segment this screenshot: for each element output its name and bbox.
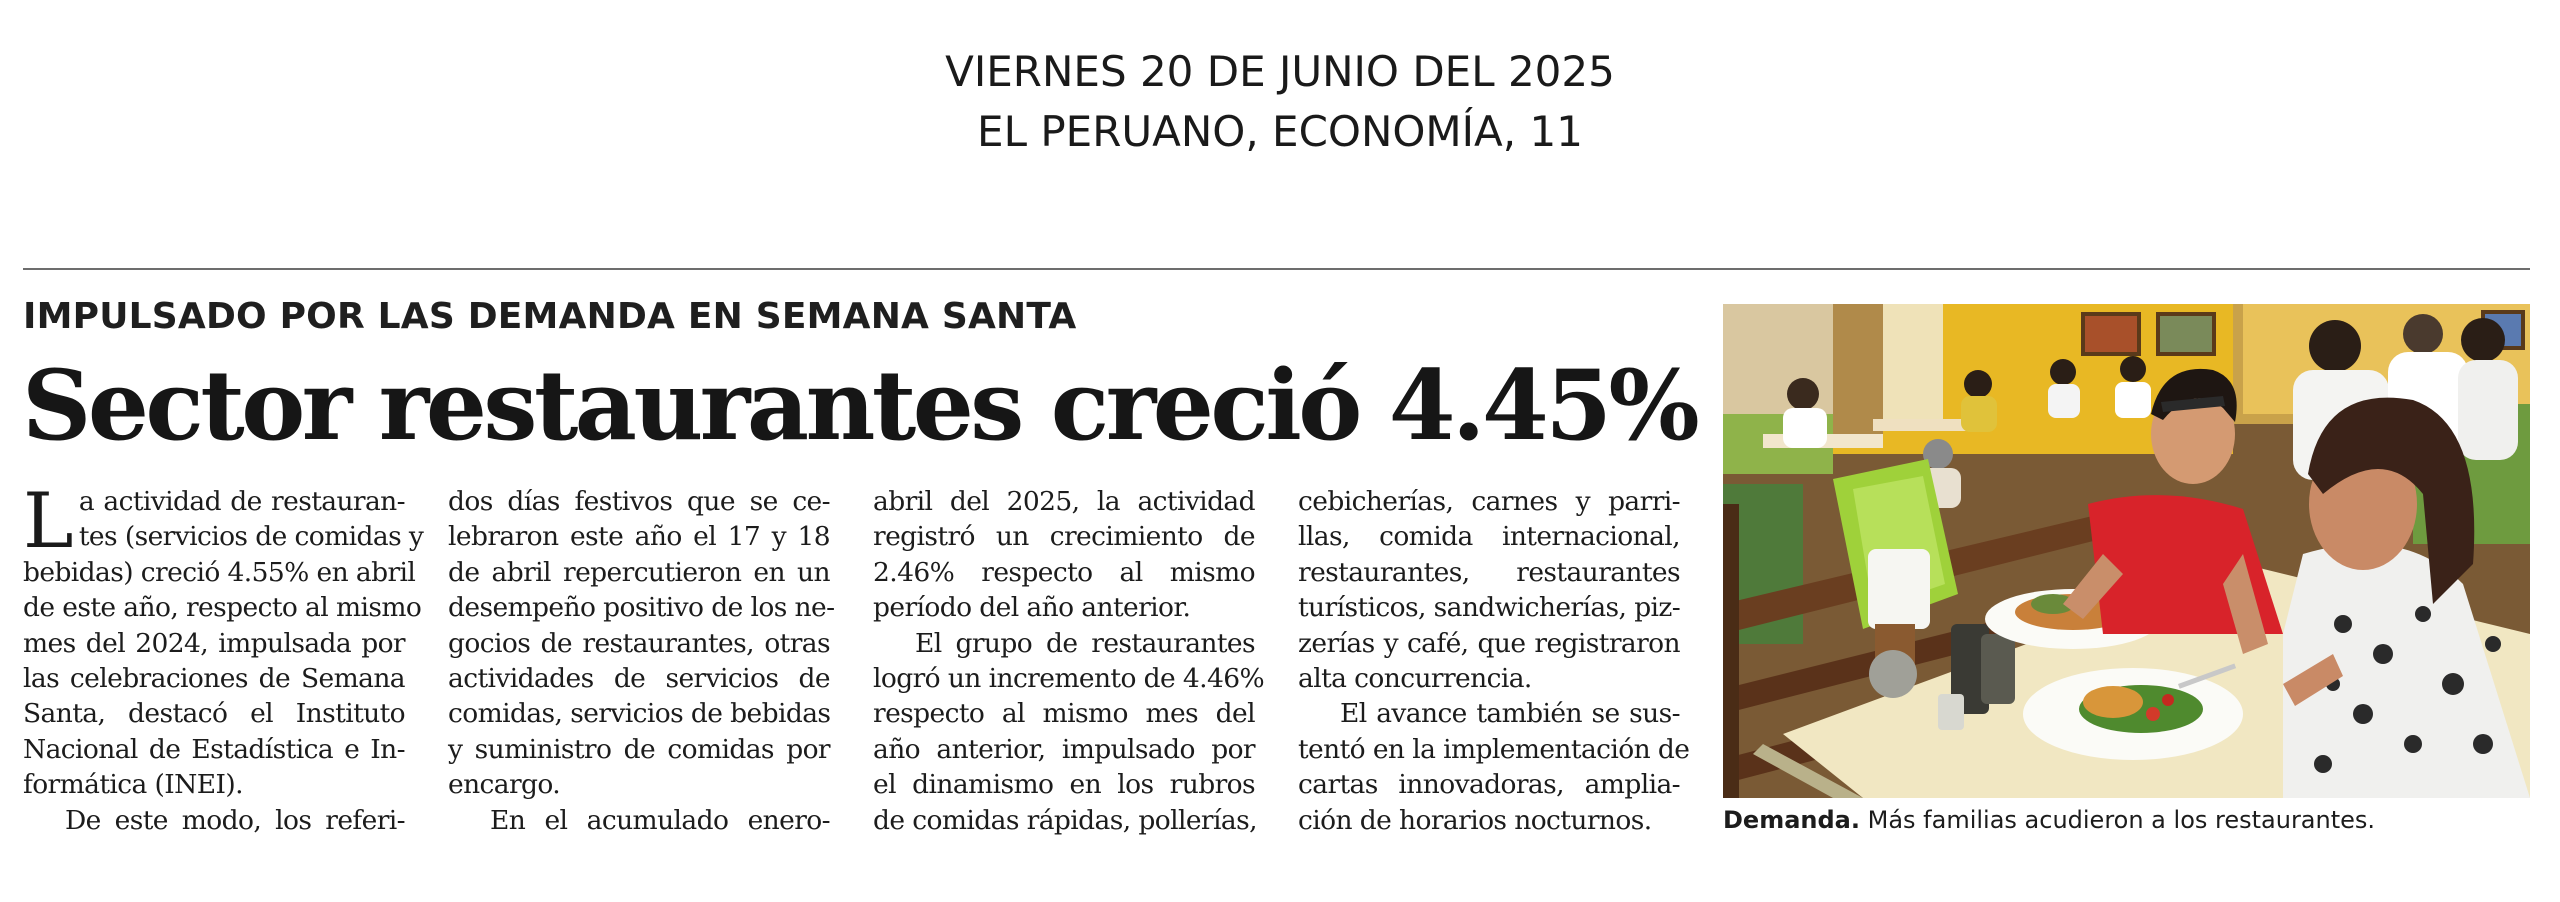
body-line: de abril repercutieron en un	[448, 556, 830, 588]
body-line: 2.46% respecto al mismo	[873, 556, 1255, 588]
body-line: comidas, servicios de bebidas	[448, 698, 831, 730]
body-line: de este año, respecto al mismo	[23, 592, 422, 624]
caption-label: Demanda.	[1723, 806, 1860, 834]
restaurant-scene-illustration	[1723, 304, 2530, 798]
body-column-2	[448, 484, 835, 838]
body-line: año anterior, impulsado por	[873, 733, 1255, 765]
body-line: bebidas) creció 4.55% en abril	[23, 556, 416, 588]
body-line: logró un incremento de 4.46%	[873, 663, 1265, 695]
body-line: restaurantes, restaurantes	[1298, 556, 1680, 588]
article-kicker: IMPULSADO POR LAS DEMANDA EN SEMANA SANTA	[23, 296, 1077, 337]
body-line: En el acumulado enero-	[490, 804, 830, 836]
body-line: Nacional de Estadística e In-	[23, 733, 405, 765]
body-line: respecto al mismo mes del	[873, 698, 1255, 730]
body-line: el dinamismo en los rubros	[873, 769, 1255, 801]
body-line: zerías y café, que registraron	[1298, 627, 1680, 659]
body-line: abril del 2025, la actividad	[873, 486, 1255, 517]
body-line: y suministro de comidas por	[448, 733, 830, 765]
body-line: tes (servicios de comidas y	[78, 521, 424, 553]
drop-cap: L	[23, 476, 73, 565]
body-line: registró un crecimiento de	[873, 521, 1255, 553]
photo-caption	[1723, 806, 2375, 834]
body-line: De este modo, los referi-	[65, 804, 405, 836]
body-line: encargo.	[448, 769, 561, 801]
body-line: El avance también se sus-	[1340, 698, 1680, 730]
section-divider	[23, 268, 2530, 270]
body-line: turísticos, sandwicherías, piz-	[1298, 592, 1681, 624]
body-line: formática (INEI).	[23, 769, 243, 801]
body-line: ción de horarios nocturnos.	[1298, 804, 1652, 836]
restaurant-photo	[1723, 304, 2530, 798]
body-column-4	[1298, 484, 1690, 838]
body-line: las celebraciones de Semana	[23, 663, 405, 695]
body-line: cebicherías, carnes y parri-	[1298, 486, 1680, 517]
body-line: alta concurrencia.	[1298, 663, 1532, 695]
body-column-1	[23, 476, 424, 838]
body-line: El grupo de restaurantes	[915, 627, 1255, 659]
body-line: período del año anterior.	[873, 592, 1191, 624]
body-line: lebraron este año el 17 y 18	[448, 521, 830, 553]
body-line: mes del 2024, impulsada por	[23, 627, 405, 659]
body-line: tentó en la implementación de	[1298, 733, 1690, 765]
body-line: a actividad de restauran-	[78, 486, 405, 517]
body-line: de comidas rápidas, pollerías,	[873, 804, 1257, 836]
body-line: desempeño positivo de los ne-	[448, 592, 835, 624]
article-headline: Sector restaurantes creció 4.45%	[22, 349, 1697, 462]
publication-section-page: EL PERUANO, ECONOMÍA, 11	[977, 107, 1583, 156]
body-line: llas, comida internacional,	[1298, 521, 1680, 553]
issue-date: VIERNES 20 DE JUNIO DEL 2025	[945, 47, 1615, 96]
caption-text: Más familias acudieron a los restaurantes.	[1859, 806, 2376, 834]
body-column-3	[873, 484, 1265, 838]
body-line: gocios de restaurantes, otras	[448, 627, 830, 659]
body-line: cartas innovadoras, amplia-	[1298, 769, 1680, 801]
body-line: actividades de servicios de	[448, 663, 830, 695]
body-line: dos días festivos que se ce-	[448, 486, 830, 517]
body-line: Santa, destacó el Instituto	[23, 698, 405, 730]
dateline	[0, 42, 2560, 162]
